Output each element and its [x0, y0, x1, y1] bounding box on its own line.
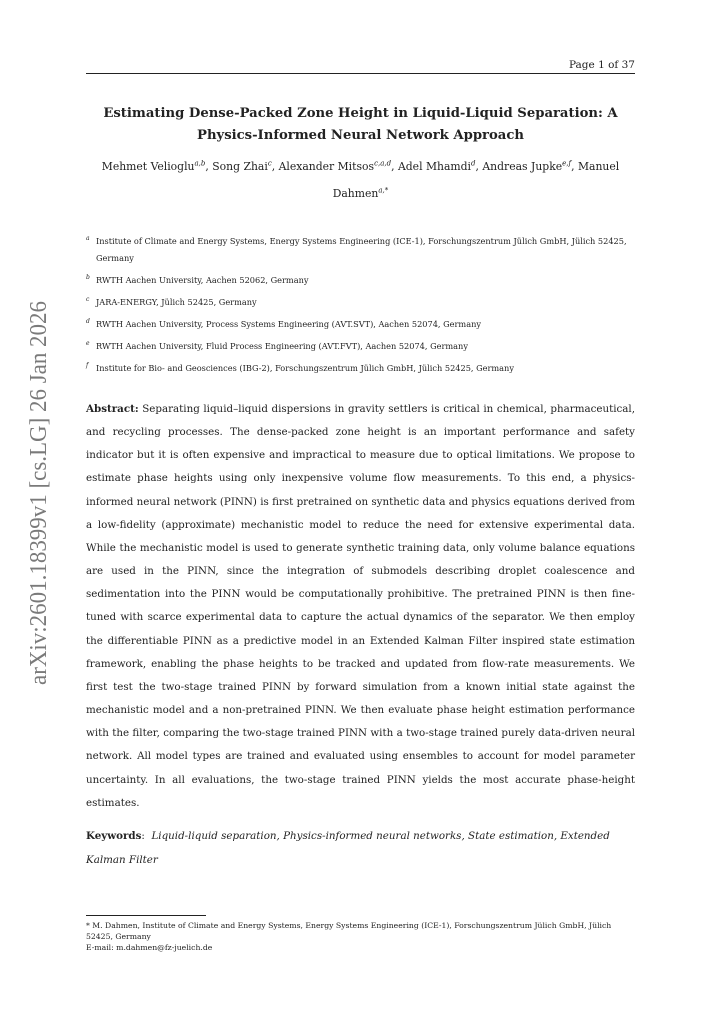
author: Alexander Mitsos$^{c,a,d}$,	[278, 159, 398, 173]
affiliation-item: f Institute for Bio- and Geosciences (IBG-2), Forschungszentrum Jülich GmbH, Jülich 52425, Germany	[86, 362, 514, 373]
title-line-2: Physics-Informed Neural Network Approach	[197, 128, 524, 143]
paper-title	[86, 103, 635, 147]
page-number: Page 1 of 37	[568, 59, 635, 71]
abstract	[86, 398, 635, 815]
affiliation-item: e RWTH Aachen University, Fluid Process Engineering (AVT.FVT), Aachen 52074, Germany	[86, 340, 468, 351]
keywords-label: Keywords	[86, 830, 142, 842]
abstract-label: Abstract:	[86, 403, 139, 415]
affiliation-item: d RWTH Aachen University, Process Systems Engineering (AVT.SVT), Aachen 52074, Germany	[86, 318, 481, 329]
arxiv-stamp-text: arXiv:2601.18399v1 [cs.LG] 26 Jan 2026	[25, 300, 52, 685]
arxiv-side-stamp	[6, 300, 66, 690]
footnote-email: E-mail: m.dahmen@fz-juelich.de	[86, 943, 213, 952]
header-rule	[86, 73, 635, 74]
footnote-corresponding-author: * M. Dahmen, Institute of Climate and Energy Systems, Energy Systems Engineering (ICE-1), Forschungszentrum Jülich GmbH, Jülich 52425, Germany	[86, 921, 612, 941]
footnote-rule	[86, 915, 206, 916]
author: Song Zhai$^c$,	[212, 159, 279, 173]
keywords: Keywords: Liquid-liquid separation, Physics-informed neural networks, State estimation, Extended Kalman Filter	[86, 830, 610, 866]
abstract-text: Separating liquid–liquid dispersions in gravity settlers is critical in chemical, pharmaceutical, and recycling processes. The dense-packed zone height is an important performance and safety indicator but it is often expensive and impractical to measure due to optical limitations. We propose to estimate phase heights using only inexpensive volume flow measurements. To this end, a physics-informed neural network (PINN) is first pretrained on synthetic data and physics equations derived from a low-fidelity (approximate) mechanistic model to reduce the need for extensive experimental data. While the mechanistic model is used to generate synthetic training data, only volume balance equations are used in the PINN, since the integration of submodels describing droplet coalescence and sedimentation into the PINN would be computationally prohibitive. The pretrained PINN is then fine-tuned with scarce experimental data to capture the actual dynamics of the separator. We then employ the differentiable PINN as a predictive model in an Extended Kalman Filter inspired state estimation framework, enabling the phase heights to be tracked and updated from flow-rate measurements. We first test the two-stage trained PINN by forward simulation from a known initial state against the mechanistic model and a non-pretrained PINN. We then evaluate phase height estimation performance with the filter, comparing the two-stage trained PINN with a two-stage trained purely data-driven neural network. All model types are trained and evaluated using ensembles to account for model parameter uncertainty. In all evaluations, the two-stage trained PINN yields the most accurate phase-height estimates.	[86, 403, 635, 809]
affiliation-item: b RWTH Aachen University, Aachen 52062, Germany	[86, 274, 309, 285]
author-list	[86, 151, 635, 206]
author: Mehmet Velioglu$^{a,b}$,	[101, 159, 213, 173]
author: Adel Mhamdi$^d$,	[397, 159, 483, 173]
affiliation-list	[86, 233, 635, 382]
author: Manuel Dahmen$^{a,*}$	[332, 159, 620, 201]
author: Andreas Jupke$^{e,f}$,	[482, 159, 578, 173]
affiliation-item: c JARA-ENERGY, Jülich 52425, Germany	[86, 296, 257, 307]
keywords-text: Liquid-liquid separation, Physics-informed neural networks, State estimation, Extended Kalman Filter	[86, 830, 610, 866]
footnote	[86, 920, 635, 953]
title-line-1: Estimating Dense-Packed Zone Height in Liquid-Liquid Separation: A	[103, 106, 618, 121]
affiliation-item: a Institute of Climate and Energy Systems, Energy Systems Engineering (ICE-1), Forschungszentrum Jülich GmbH, Jülich 52425, Germany	[86, 235, 627, 263]
